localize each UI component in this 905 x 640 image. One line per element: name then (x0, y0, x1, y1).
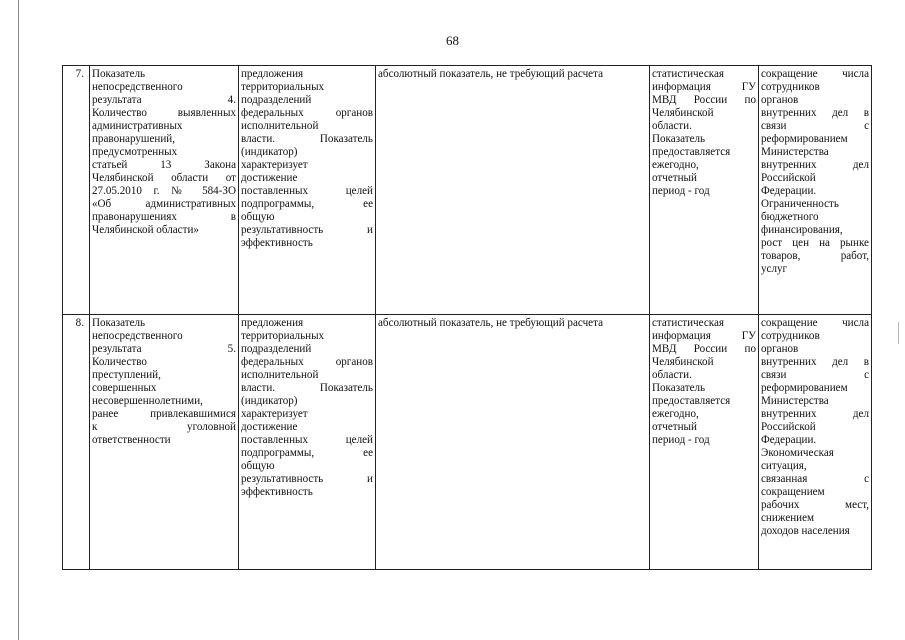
text-line: Федерации. (761, 185, 817, 197)
text-line: территориальных (241, 81, 325, 93)
text-line: власти. Показатель (241, 382, 373, 394)
text-line: совершенных (92, 382, 157, 394)
text-line: достижение (241, 172, 298, 184)
text-line: «Об административных (92, 198, 236, 210)
text-line: ранее привлекавшимися (92, 408, 236, 420)
risk-factors-cell (759, 315, 872, 570)
text-line: сокращением (761, 486, 825, 498)
text-line: достижение (241, 421, 298, 433)
row-number-cell: 8. (63, 315, 90, 570)
text-line: рост цен на рынке (761, 237, 869, 249)
text-line: исполнительной (241, 120, 319, 132)
text-line: Количество выявленных (92, 107, 236, 119)
text-line: преступлений, (92, 369, 161, 381)
text-line: Министерства (761, 395, 829, 407)
page-margin-line (18, 0, 19, 640)
text-line: ответственности (92, 434, 171, 446)
text-line: поставленных целей (241, 185, 373, 197)
text-line: федеральных органов (241, 356, 373, 368)
text-line: органов (761, 343, 799, 355)
text-line: характеризует (241, 408, 308, 420)
text-line: Показатель (652, 133, 706, 145)
text-line: статистическая (652, 68, 724, 80)
justification-cell (239, 66, 376, 315)
text-line: внутренних дел (761, 159, 869, 171)
calculation-method-cell: абсолютный показатель, не требующий расчета (376, 315, 650, 570)
text-line: органов (761, 94, 799, 106)
text-line: товаров, работ, (761, 250, 869, 262)
text-line: МВД России по (652, 94, 756, 106)
text-line: общую (241, 211, 275, 223)
text-line: эффективность (241, 486, 313, 498)
text-line: Количество (92, 356, 147, 368)
text-line: области. (652, 369, 692, 381)
text-line: связи с (761, 120, 869, 132)
text-line: период - год (652, 185, 710, 197)
text-line: территориальных (241, 330, 325, 342)
text-line: сокращение числа (761, 68, 869, 80)
text-line: (индикатор) (241, 395, 298, 407)
data-source-cell (650, 66, 759, 315)
text-line: характеризует (241, 159, 308, 171)
text-line: подпрограммы, ее (241, 447, 373, 459)
indicator-name-cell (90, 315, 239, 570)
text-line: несовершеннолетними, (92, 395, 203, 407)
text-line: исполнительной (241, 369, 319, 381)
text-line: Челябинской (652, 107, 714, 119)
text-line: информация ГУ (652, 330, 756, 342)
text-line: предоставляется (652, 146, 731, 158)
text-line: результата 4. (92, 94, 236, 106)
text-line: подпрограммы, ее (241, 198, 373, 210)
text-line: статистическая (652, 317, 724, 329)
text-line: предусмотренных (92, 146, 178, 158)
text-line: непосредственного (92, 81, 183, 93)
text-line: доходов населения (761, 525, 850, 537)
text-line: предложения (241, 317, 304, 329)
text-line: Показатель (652, 382, 706, 394)
text-line: федеральных органов (241, 107, 373, 119)
scan-mark (898, 322, 899, 344)
text-line: эффективность (241, 237, 313, 249)
text-line: снижением (761, 512, 815, 524)
text-line: сотрудников (761, 330, 820, 342)
text-line: внутренних дел в (761, 356, 869, 368)
table-row (63, 66, 872, 315)
text-line: подразделений (241, 343, 312, 355)
text-line: Российской (761, 421, 816, 433)
text-line: реформированием (761, 382, 848, 394)
justification-cell (239, 315, 376, 570)
text-line: предложения (241, 68, 304, 80)
text-line: общую (241, 460, 275, 472)
text-line: административных (92, 120, 183, 132)
text-line: сокращение числа (761, 317, 869, 329)
text-line: бюджетного (761, 211, 819, 223)
text-line: Российской (761, 172, 816, 184)
text-line: ситуация, (761, 460, 807, 472)
indicator-name-cell (90, 66, 239, 315)
text-line: сотрудников (761, 81, 820, 93)
text-line: (индикатор) (241, 146, 298, 158)
text-line: услуг (761, 263, 788, 275)
indicators-table (62, 65, 872, 570)
text-line: Министерства (761, 146, 829, 158)
text-line: реформированием (761, 133, 848, 145)
calculation-method-cell: абсолютный показатель, не требующий расчета (376, 66, 650, 315)
text-line: поставленных целей (241, 434, 373, 446)
text-line: правонарушений, (92, 133, 175, 145)
text-line: непосредственного (92, 330, 183, 342)
text-line: Показатель (92, 68, 146, 80)
text-line: информация ГУ (652, 81, 756, 93)
text-line: результативность и (241, 473, 373, 485)
text-line: ежегодно, (652, 159, 699, 171)
row-number-cell: 7. (63, 66, 90, 315)
text-line: МВД России по (652, 343, 756, 355)
text-line: внутренних дел в (761, 107, 869, 119)
page-number: 68 (446, 33, 459, 48)
text-line: Челябинской (652, 356, 714, 368)
text-line: отчетный (652, 421, 697, 433)
text-line: Показатель (92, 317, 146, 329)
text-line: связи с (761, 369, 869, 381)
text-line: предоставляется (652, 395, 731, 407)
text-line: 27.05.2010 г. № 584-ЗО (92, 185, 236, 197)
text-line: статьей 13 Закона (92, 159, 236, 171)
text-line: Челябинской области» (92, 224, 199, 236)
text-line: результативность и (241, 224, 373, 236)
text-line: связанная с (761, 473, 869, 485)
table-row (63, 315, 872, 570)
data-source-cell (650, 315, 759, 570)
text-line: к уголовной (92, 421, 236, 433)
text-line: результата 5. (92, 343, 236, 355)
text-line: рабочих мест, (761, 499, 869, 511)
risk-factors-cell (759, 66, 872, 315)
text-line: Челябинской области от (92, 172, 236, 184)
text-line: власти. Показатель (241, 133, 373, 145)
text-line: Ограниченность (761, 198, 839, 210)
text-line: ежегодно, (652, 408, 699, 420)
text-line: подразделений (241, 94, 312, 106)
text-line: Федерации. (761, 434, 817, 446)
text-line: период - год (652, 434, 710, 446)
text-line: правонарушениях в (92, 211, 236, 223)
text-line: финансирования, (761, 224, 843, 236)
text-line: Экономическая (761, 447, 834, 459)
text-line: области. (652, 120, 692, 132)
text-line: внутренних дел (761, 408, 869, 420)
text-line: отчетный (652, 172, 697, 184)
